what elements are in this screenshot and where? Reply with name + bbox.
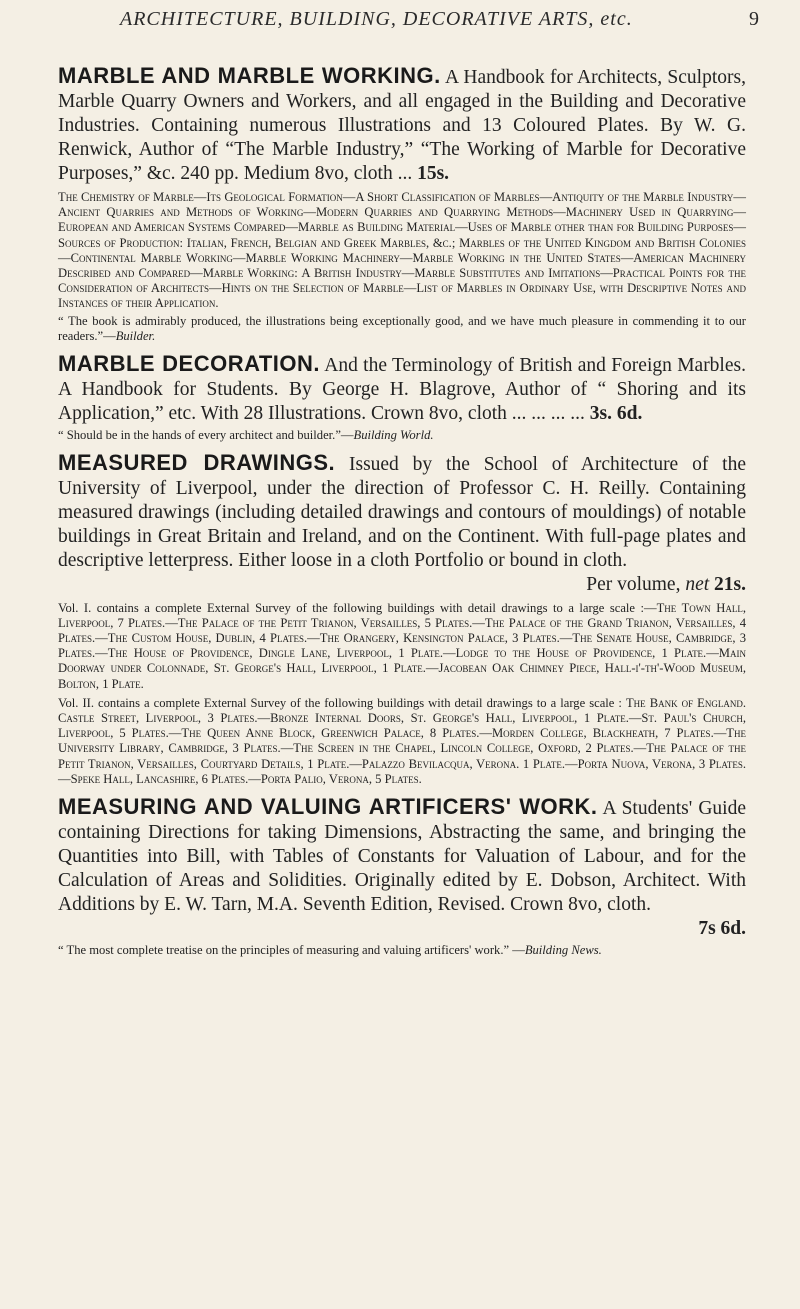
entry-description: Issued by the School of Architecture of the University of Liverpool, under the direction of Professor C. H. Reilly. Containing measured drawings (including detailed drawings and contours of mouldings) of notable buildings in Great Britain and Ireland, and on the Continent. With full-page plates and descriptive letterpress. Either loose in a cloth Portfolio or bound in cloth. [58, 453, 747, 571]
review-source: Building News. [524, 943, 602, 958]
entry-contents: The Chemistry of Marble—Its Geological Formation—A Short Classification of Marbles—Antiquity of the Marble Industry—Ancient Quarries and Methods of Working—Modern Quarries and Quarrying Methods—Machinery Used in Quarrying—European and American Systems Compared—Marble as Building Material—Uses of Marble other than for Building Purposes—Sources of Production: Italian, French, Belgian and Greek Marbles, &c.; Marbles of the United Kingdom and British Colonies—Continental Marble Working—Marble Working Machinery—Marble Working in the United States—American Machinery Described and Compared—Marble Working: A British Industry—Marble Substitutes and Imitations—Practical Points for the Consideration of Architects—Hints on the Selection of Marble—List of Marbles in Ordinary Use, with Descriptive Notes and Instances of their Application. [58, 190, 746, 311]
entry-lead [58, 795, 746, 917]
review-text: “ The most complete treatise on the principles of measuring and valuing artificers' work.” — [58, 943, 525, 958]
entry-measuring-valuing [58, 795, 746, 958]
entry-lead [58, 64, 746, 186]
volume-one [58, 601, 746, 692]
volume-two-label: Vol. II. contains a complete External Survey of the following buildings with detail drawings to a large scale : [58, 695, 622, 710]
entry-lead [58, 352, 746, 426]
volume-two-list: The Bank of England. Castle Street, Liverpool, 3 Plates.—Bronze Internal Doors, St. George's Hall, Liverpool, 1 Plate.—St. Paul's Church, Liverpool, 5 Plates.—The Queen Anne Block, Greenwich Palace, 8 Plates.—Morden College, Blackheath, 7 Plates.—The University Library, Cambridge, 3 Plates.—The Screen in the Chapel, Lincoln College, Oxford, 2 Plates.—The Palace of the Petit Trianon, Versailles, Courtyard Details, 1 Plate.—Palazzo Bevilacqua, Verona. 1 Plate.—Porta Nuova, Verona, 3 Plates.—Speke Hall, Lancashire, 6 Plates.—Porta Palio, Verona, 5 Plates. [58, 695, 747, 786]
review-text: “ Should be in the hands of every architect and builder.”— [58, 427, 354, 442]
entry-title: MEASURED DRAWINGS. [58, 449, 336, 475]
catalogue-content [58, 64, 746, 966]
entry-review [58, 428, 746, 443]
entry-price: 21s. [714, 573, 746, 595]
entry-price: 15s. [417, 163, 450, 184]
entry-review [58, 314, 746, 344]
entry-title: MARBLE DECORATION. [58, 350, 321, 376]
entry-title: MARBLE AND MARBLE WORKING. [58, 63, 441, 88]
volume-one-label: Vol. I. contains a complete External Survey of the following buildings with detail drawings to a large scale :— [58, 600, 657, 615]
entry-measured-drawings [58, 451, 746, 787]
running-head [120, 8, 760, 31]
entry-marble-decoration [58, 352, 746, 443]
entry-description: A Handbook for Architects, Sculptors, Marble Quarry Owners and Workers, and all engaged in the Building and Decorative Industries. Containing numerous Illustrations and 13 Coloured Plates. By W. G. Renwick, Author of “The Marble Industry,” “The Working of Marble for Decorative Purposes,” &c. 240 pp. Medium 8vo, cloth ... [58, 67, 746, 184]
entry-lead [58, 451, 746, 573]
entry-title: MEASURING AND VALUING ARTIFICERS' WORK. [58, 794, 598, 820]
entry-description: A Students' Guide containing Directions for taking Dimensions, Abstracting the same, and bringing the Quantities into Bill, with Tables of Constants for Valuation of Labour, and for the Calculation of Areas and Solidities. Originally edited by E. Dobson, Architect. With Additions by E. W. Tarn, M.A. Seventh Edition, Revised. Crown 8vo, cloth. [58, 798, 746, 916]
per-volume-label: Per volume, [586, 573, 681, 595]
volume-two [58, 696, 746, 787]
entry-price: 3s. 6d. [589, 402, 643, 424]
review-source: Builder. [115, 328, 156, 343]
running-title: ARCHITECTURE, BUILDING, DECORATIVE ARTS, etc. [120, 8, 633, 30]
review-text: “ The book is admirably produced, the illustrations being exceptionally good, and we have much pleasure in commending it to our readers.”— [58, 313, 746, 343]
per-volume-price [58, 573, 746, 597]
entry-marble-working [58, 64, 746, 344]
page-number: 9 [749, 8, 760, 30]
volume-one-list: The Town Hall, Liverpool, 7 Plates.—The Palace of the Petit Trianon, Versailles, 5 Plates.—The Palace of the Grand Trianon, Versailles, 4 Plates.—The Custom House, Dublin, 4 Plates.—The Orangery, Kensington Palace, 3 Plates.—The Senate House, Cambridge, 3 Plates.—The House of Providence, Dingle Lane, Liverpool, 1 Plate.—Lodge to the House of Providence, 1 Plate.—Main Doorway under Colonnade, St. George's Hall, Liverpool, 1 Plate.—Jacobean Oak Chimney Piece, Hall-i'-th'-Wood Museum, Bolton, 1 Plate. [58, 600, 746, 691]
entry-description: And the Terminology of British and Foreign Marbles. A Handbook for Students. By George H. Blagrove, Author of “ Shoring and its Application,” etc. With 28 Illustrations. Crown 8vo, cloth ... ... ... ... [58, 354, 746, 424]
net-label: net [685, 573, 710, 595]
entry-review [58, 943, 746, 958]
review-source: Building World. [353, 427, 434, 442]
entry-price: 7s 6d. [698, 918, 746, 940]
